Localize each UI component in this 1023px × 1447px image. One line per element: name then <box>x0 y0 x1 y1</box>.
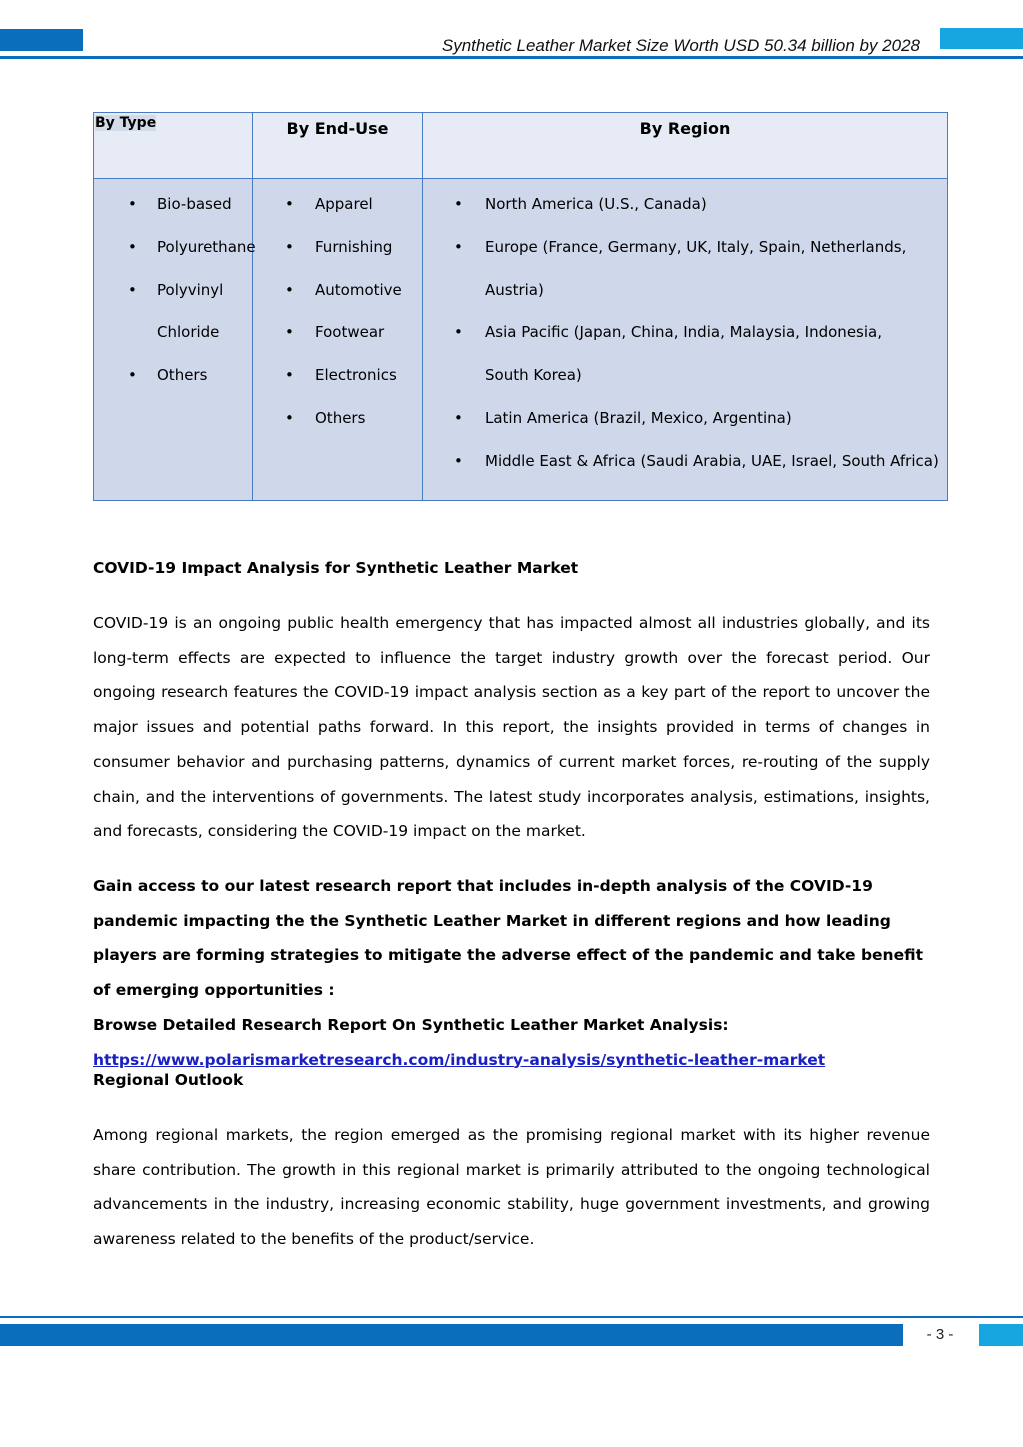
list-item: • Europe (France, Germany, UK, Italy, Spain, Netherlands, Austria) <box>424 226 946 312</box>
cta-block <box>93 869 930 1077</box>
cta-text: Gain access to our latest research report that includes in-depth analysis of the COVID-19 pandemic impacting the the Synthetic Leather Market in different regions and how leading players are forming strategies to mitigate the adverse effect of the pandemic and take benefit of emerging opportunities : <box>93 877 923 1000</box>
list-item: • Middle East & Africa (Saudi Arabia, UAE, Israel, South Africa) <box>424 440 946 483</box>
page-number: - 3 - <box>926 1326 954 1343</box>
list-item: • Furnishing <box>254 226 421 269</box>
regional-outlook-heading: Regional Outlook <box>93 1071 244 1089</box>
by-region-cell <box>423 179 948 501</box>
header-rule <box>0 56 1023 59</box>
list-item: • Automotive <box>254 269 421 312</box>
list-item: • Polyvinyl Chloride <box>95 269 251 355</box>
header-right-accent-bar <box>940 28 1023 49</box>
column-header-by-region: By Region <box>423 113 948 179</box>
list-item: • North America (U.S., Canada) <box>424 183 946 226</box>
report-link[interactable]: https://www.polarismarketresearch.com/industry-analysis/synthetic-leather-market <box>93 1050 826 1069</box>
by-type-cell <box>94 179 256 501</box>
by-region-list <box>424 183 946 483</box>
list-item: • Electronics <box>254 354 421 397</box>
regional-outlook-paragraph: Among regional markets, the region emerged as the promising regional market with its higher revenue share contribution. The growth in this regional market is primarily attributed to the ongoing technological advancements in the industry, increasing economic stability, huge government investments, and growing awareness related to the benefits of the product/service. <box>93 1126 930 1249</box>
covid-section-paragraph: COVID-19 is an ongoing public health emergency that has impacted almost all industries globally, and its long-term effects are expected to influence the target industry growth over the forecast period. Our ongoing research features the COVID-19 impact analysis section as a key part of the report to uncover the major issues and potential paths forward. In this report, the insights provided in terms of changes in consumer behavior and purchasing patterns, dynamics of current market forces, re-routing of the supply chain, and the interventions of governments. The latest study incorporates analysis, estimations, insights, and forecasts, considering the COVID-19 impact on the market. <box>93 614 930 841</box>
list-item: • Polyurethane <box>95 226 251 269</box>
by-type-list <box>95 183 256 397</box>
list-item: • Apparel <box>254 183 421 226</box>
list-item: • Latin America (Brazil, Mexico, Argentina) <box>424 397 946 440</box>
footer-accent-bar <box>0 1324 903 1346</box>
footer-right-accent-bar <box>979 1324 1023 1346</box>
browse-report-label: Browse Detailed Research Report On Synthetic Leather Market Analysis: <box>93 1015 729 1034</box>
column-header-by-type: By Type <box>94 113 253 179</box>
document-header-title: Synthetic Leather Market Size Worth USD 50.34 billion by 2028 <box>441 36 920 55</box>
header-left-accent-bar <box>0 29 83 51</box>
list-item: • Others <box>95 354 251 397</box>
list-item: • Asia Pacific (Japan, China, India, Malaysia, Indonesia, South Korea) <box>424 311 946 397</box>
by-end-use-cell <box>253 179 423 501</box>
list-item: • Others <box>254 397 421 440</box>
list-item: • Footwear <box>254 311 421 354</box>
list-item: • Bio-based <box>95 183 251 226</box>
segmentation-table <box>93 112 948 501</box>
by-end-use-list <box>254 183 421 440</box>
footer-rule <box>0 1316 1023 1318</box>
column-header-by-end-use: By End-Use <box>253 113 423 179</box>
covid-section-heading: COVID-19 Impact Analysis for Synthetic Leather Market <box>93 559 579 577</box>
